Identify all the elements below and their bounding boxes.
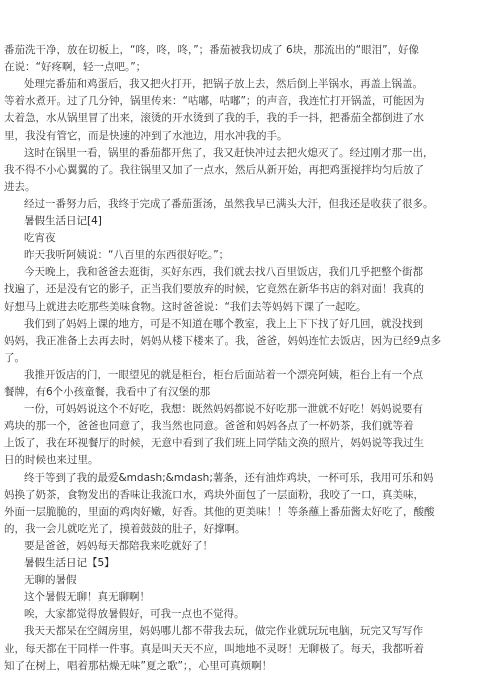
text-line: 处理完番茄和鸡蛋后，我又把火打开，把锅子放上去，然后倒上半锅水，再盖上锅盖。 xyxy=(24,78,423,91)
text-line: 我天天都呆在空阔房里，妈妈哪儿都不带我去玩，做完作业就玩玩电脑，玩完又写写作 xyxy=(24,625,423,638)
text-line: 妈换了奶茶，食物发出的香味让我流口水，鸡块外面包了一层面粉，我咬了一口，真美味， xyxy=(4,488,424,501)
text-line: 经过一番努力后，我终于完成了番茄蛋汤，虽然我早已满头大汗，但我还是收获了很多。 xyxy=(24,197,434,210)
text-line: 鸡块的那一个，爸爸也同意了，我当然也同意。爸爸和妈妈各点了一杯奶茶，我们就等着 xyxy=(4,420,414,433)
text-line: 终于等到了我的最爱&mdash;&mdash;薯条，还有油炸鸡块，一杯可乐，我用可乐和妈 xyxy=(24,471,434,484)
text-line: 等着水煮开。过了几分钟，锅里传来：“咕嘟，咕嘟”；的声音，我连忙打开锅盖，可能因为 xyxy=(4,95,425,108)
text-line: 的，我一会儿就吃光了，摸着鼓鼓的肚子，好撑啊。 xyxy=(4,522,246,535)
text-line: 唉，大家都觉得放暑假好，可我一点也不觉得。 xyxy=(24,608,245,621)
text-line: 无聊的暑假 xyxy=(24,574,77,587)
text-line: 知了在树上，唱着那枯燥无味”夏之歌”；，心里可真烦啊！ xyxy=(4,659,273,672)
text-line: 太着急，水从锅里冒了出来，滚烫的开水烫到了我的手，我的手一抖，把番茄全都倒进了水 xyxy=(4,112,424,125)
text-line: 业，每天都在干同样一件事。真是叫天天不应，叫地地不灵呀！无聊极了。每天，我都听着 xyxy=(4,642,424,655)
text-line: 昨天我听阿姨说：“八百里的东西很好吃。”； xyxy=(24,249,230,262)
text-line: 这个暑假无聊！真无聊啊！ xyxy=(24,591,150,604)
text-line: 里，我没有管它，而是快速的冲到了水池边，用水冲我的手。 xyxy=(4,129,288,142)
text-line: 在说：“好疼啊，轻一点吧。”； xyxy=(4,61,147,74)
text-line: 一份，可妈妈说这个不好吃，我想：既然妈妈都说不好吃那一泄就不好吃！妈妈说要有 xyxy=(24,403,423,416)
text-line: 这时在锅里一看，锅里的番茄都开焦了，我又赶快冲过去把火熄灭了。经过刚才那一出， xyxy=(24,146,434,159)
text-line: 找遍了，还是没有它的影子，正当我们要放弃的时候，它竟然在新华书店的斜对面！我真的 xyxy=(4,283,424,296)
text-line: 上饭了，我在环视餐厅的时候，无意中看到了我们班上同学陆文涣的照片，妈妈说等我过生 xyxy=(4,437,424,450)
section-heading: 暑假生活日记[4] xyxy=(24,215,102,227)
text-line: 我推开饭店的门，一眼望见的就是柜台，柜台后面站着一个漂亮阿姨，柜台上有一个点 xyxy=(24,368,423,381)
text-line: 了。 xyxy=(4,351,25,364)
text-line: 番茄洗干净，放在切板上，“咚，咚，咚，”；番茄被我切成了 6块，那流出的“眼泪”，好像 xyxy=(4,44,420,56)
text-line: 进去。 xyxy=(4,180,36,193)
section-heading: 暑假生活日记【5】 xyxy=(24,557,115,569)
text-line: 要是爸爸，妈妈每天都陪我来吃就好了！ xyxy=(24,539,213,552)
text-line: 外面一层脆脆的，里面的鸡肉好嫩，好香。其他的更美味！！等条蘸上番茄酱太好吃了，酸酸 xyxy=(4,505,435,518)
text-line: 我们到了妈妈上课的地方，可是不知道在哪个教室，我上上下下找了好几回，就没找到 xyxy=(24,317,423,330)
text-line: 我不得不小心翼翼的了。我往锅里又加了一点水，然后从新开始，再把鸡蛋搅拌均匀后放了 xyxy=(4,163,424,176)
text-line: 今天晚上，我和爸爸去逛街，买好东西，我们就去找八百里饭店，我们几乎把整个街都 xyxy=(24,266,423,279)
text-line: 日的时候也来过里。 xyxy=(4,454,99,467)
text-line: 好想马上就进去吃那些美味食物。这时爸爸说：“我们去等妈妈下课了一起吃。 xyxy=(4,300,367,313)
text-line: 吃宵夜 xyxy=(24,232,56,245)
text-line: 妈妈，我正准备上去再去时，妈妈从楼下楼来了。我，爸爸，妈妈连忙去饭店，因为已经9点多 xyxy=(4,334,442,347)
text-line: 餐牌，有6个小孩童餐，我看中了有汉堡的那 xyxy=(4,386,211,398)
